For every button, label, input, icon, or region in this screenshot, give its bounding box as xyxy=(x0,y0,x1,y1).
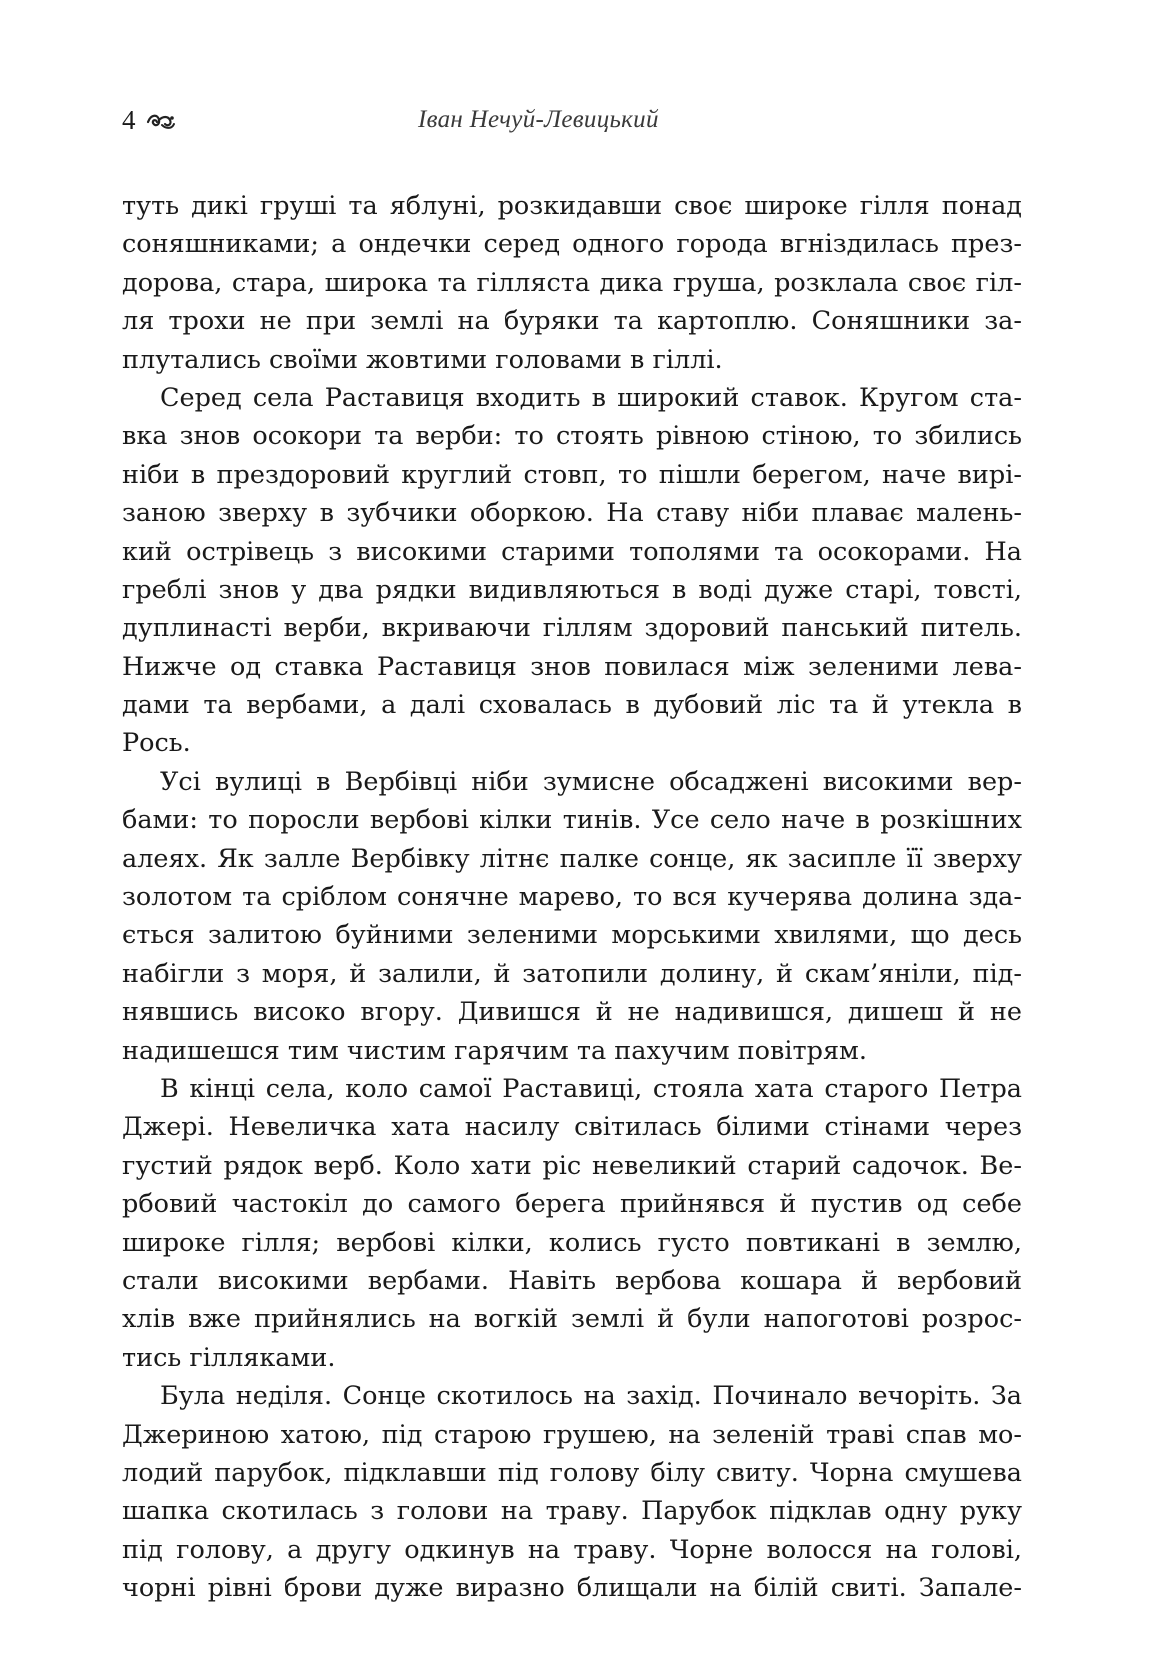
text-line: кий острівець з високими старими тополями та осокорами. На xyxy=(122,536,1022,567)
running-head xyxy=(122,103,1022,143)
text-line: хлів вже прийнялись на вогкій землі й були напоготові розрос- xyxy=(122,1304,1022,1335)
text-line: ніби в прездоровий круглий стовп, то пішли берегом, наче вирі- xyxy=(122,459,1022,490)
text-line: заною зверху в зубчики оборкою. На ставу ніби плаває малень- xyxy=(122,498,1022,529)
text-line: золотом та сріблом сонячне марево, то вся кучерява долина зда- xyxy=(122,882,1022,913)
text-line: нявшись високо вгору. Дивишся й не надивишся, дишеш й не xyxy=(122,997,1022,1028)
text-line: Була неділя. Сонце скотилось на захід. Починало вечоріть. За xyxy=(160,1381,1022,1412)
text-line: алеях. Як залле Вербівку літнє палке сонце, як засипле її зверху xyxy=(122,843,1022,874)
text-line: плутались своїми жовтими головами в гіллі. xyxy=(122,344,723,375)
text-line: під голову, а другу одкинув на траву. Чорне волосся на голові, xyxy=(122,1534,1022,1565)
text-line: дами та вербами, а далі сховалась в дубовий ліс та й утекла в xyxy=(122,690,1022,721)
page-number: 4 xyxy=(122,105,136,135)
text-line: надишешся тим чистим гарячим та пахучим повітрям. xyxy=(122,1035,867,1066)
text-line: широке гілля; вербові кілки, колись густо повтикані в землю, xyxy=(122,1227,1022,1258)
text-line: Усі вулиці в Вербівці ніби зумисне обсаджені високими вер- xyxy=(160,766,1022,797)
text-line: дуплинасті верби, вкриваючи гіллям здоровий панський питель. xyxy=(122,613,1022,644)
text-line: греблі знов у два рядки видивляються в воді дуже старі, товсті, xyxy=(122,574,1022,605)
text-line: стали високими вербами. Навіть вербова кошара й вербовий xyxy=(122,1265,1022,1296)
text-line: густий рядок верб. Коло хати ріс невеликий старий садочок. Ве- xyxy=(122,1150,1022,1181)
text-line: Джері. Невеличка хата насилу світилась білими стінами через xyxy=(122,1112,1022,1143)
text-line: ється залитою буйними зеленими морськими хвилями, що десь xyxy=(122,920,1022,951)
text-line: чорні рівні брови дуже виразно блищали на білій свиті. Запале- xyxy=(122,1573,1022,1604)
running-head-title: Іван Нечуй-Левицький xyxy=(418,106,659,133)
text-line: туть дикі груші та яблуні, розкидавши своє широке гілля понад xyxy=(122,191,1022,221)
text-line: дорова, стара, широка та гілляста дика груша, розклала своє гіл- xyxy=(122,267,1022,298)
text-line: тись гілляками. xyxy=(122,1342,336,1373)
text-line: Серед села Раставиця входить в широкий ставок. Кругом ста- xyxy=(160,382,1022,413)
text-line: В кінці села, коло самої Раставиці, стояла хата старого Петра xyxy=(160,1073,1022,1104)
body-text xyxy=(122,187,1022,1607)
text-line: ля трохи не при землі на буряки та картоплю. Соняшники за- xyxy=(122,306,1022,337)
text-line: Нижче од ставка Раставиця знов повилася між зеленими лева- xyxy=(122,651,1022,682)
text-line: бами: то поросли вербові кілки тинів. Усе село наче в розкішних xyxy=(122,805,1022,836)
fleuron-ornament-icon xyxy=(146,110,176,136)
text-line: рбовий частокіл до самого берега прийнявся й пустив од себе xyxy=(122,1189,1022,1220)
text-line: шапка скотилась з голови на траву. Парубок підклав одну руку xyxy=(122,1496,1022,1527)
text-line: набігли з моря, й залили, й затопили долину, й скам’яніли, під- xyxy=(122,958,1022,989)
text-line: лодий парубок, підклавши під голову білу свиту. Чорна смушева xyxy=(122,1457,1022,1488)
text-line: вка знов осокори та верби: то стоять рівною стіною, то збились xyxy=(122,421,1022,452)
text-line: Рось. xyxy=(122,728,191,759)
text-line: Джериною хатою, під старою грушею, на зеленій траві спав мо- xyxy=(122,1419,1022,1450)
text-line: соняшниками; а ондечки серед одного города вгніздилась през- xyxy=(122,229,1022,260)
